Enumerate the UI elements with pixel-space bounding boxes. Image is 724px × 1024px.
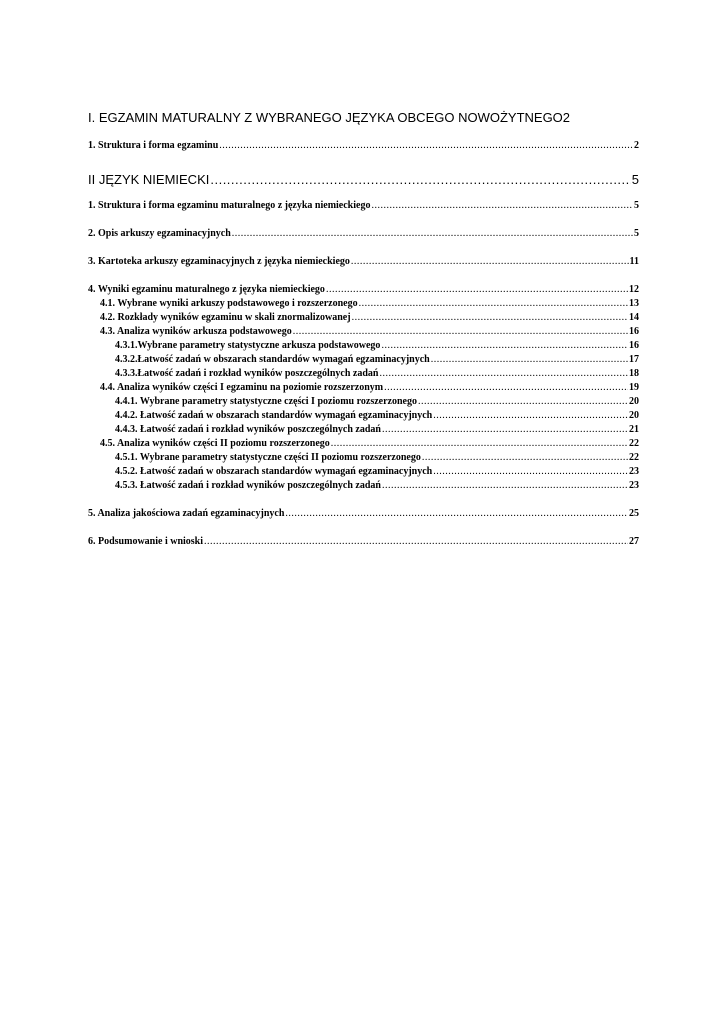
toc-entry[interactable] <box>88 255 639 269</box>
toc-group-part1 <box>88 139 639 153</box>
toc-dot-leader <box>351 255 629 269</box>
toc-entry-page: 27 <box>629 536 639 547</box>
toc-entry-title: 4.2. Rozkłady wyników egzaminu w skali znormalizowanej <box>100 312 351 323</box>
toc-entry-page: 17 <box>629 354 639 365</box>
toc-entry-page: 16 <box>629 340 639 351</box>
toc-group-4 <box>88 283 639 493</box>
toc-dot-leader <box>382 423 628 437</box>
toc-entry[interactable] <box>88 297 639 311</box>
toc-entry-page: 23 <box>629 480 639 491</box>
toc-entry-page: 22 <box>629 452 639 463</box>
toc-group-1 <box>88 199 639 213</box>
toc-entry[interactable] <box>88 535 639 549</box>
toc-entry-title: 3. Kartoteka arkuszy egzaminacyjnych z języka niemieckiego <box>88 256 350 267</box>
toc-dot-leader <box>418 395 628 409</box>
toc-entry-page: 18 <box>629 368 639 379</box>
toc-entry[interactable] <box>88 381 639 395</box>
toc-part-1-title: I. EGZAMIN MATURALNY Z WYBRANEGO JĘZYKA OBCEGO NOWOŻYTNEGO <box>88 110 563 125</box>
toc-entry-page: 21 <box>629 424 639 435</box>
toc-dot-leader <box>326 283 628 297</box>
toc-entry-title: 1. Struktura i forma egzaminu <box>88 140 219 151</box>
toc-dot-leader <box>219 139 633 153</box>
toc-entry-page: 11 <box>629 256 639 267</box>
toc-entry-title: 6. Podsumowanie i wnioski <box>88 536 204 547</box>
toc-dot-leader <box>379 367 628 381</box>
toc-entry-page: 25 <box>629 508 639 519</box>
toc-dot-leader <box>384 381 628 395</box>
toc-entry[interactable] <box>88 409 639 423</box>
toc-entry-title: 1. Struktura i forma egzaminu maturalnego z języka niemieckiego <box>88 200 371 211</box>
toc-entry-page: 14 <box>629 312 639 323</box>
toc-dot-leader <box>359 297 628 311</box>
toc-dot-leader <box>422 451 628 465</box>
toc-dot-leader <box>433 465 628 479</box>
toc-entry-title: 4.4.1. Wybrane parametry statystyczne części I poziomu rozszerzonego <box>115 396 417 407</box>
toc-dot-leader <box>381 339 628 353</box>
toc-part-2[interactable] <box>88 171 639 188</box>
toc-entry-page: 20 <box>629 396 639 407</box>
toc-dot-leader <box>352 311 628 325</box>
toc-entry-page: 2 <box>634 140 639 151</box>
toc-entry[interactable] <box>88 367 639 381</box>
toc-entry[interactable] <box>88 283 639 297</box>
toc-entry[interactable] <box>88 353 639 367</box>
toc-entry-page: 19 <box>629 382 639 393</box>
toc-entry[interactable] <box>88 451 639 465</box>
toc-entry[interactable] <box>88 437 639 451</box>
toc-dot-leader <box>382 479 628 493</box>
toc-dot-leader <box>431 353 628 367</box>
toc-entry[interactable] <box>88 507 639 521</box>
toc-entry[interactable] <box>88 465 639 479</box>
toc-entry-title: 4.4.2. Łatwość zadań w obszarach standardów wymagań egzaminacyjnych <box>115 410 433 421</box>
toc-entry-title: 4.1. Wybrane wyniki arkuszy podstawowego i rozszerzonego <box>100 298 358 309</box>
toc-group-3 <box>88 255 639 269</box>
toc-entry[interactable] <box>88 423 639 437</box>
toc-dot-leader <box>331 437 628 451</box>
toc-entry[interactable] <box>88 139 639 153</box>
toc-entry-title: 4.5.2. Łatwość zadań w obszarach standardów wymagań egzaminacyjnych <box>115 466 433 477</box>
toc-entry-page: 20 <box>629 410 639 421</box>
toc-entry[interactable] <box>88 311 639 325</box>
toc-dot-leader <box>433 409 628 423</box>
toc-entry-title: 2. Opis arkuszy egzaminacyjnych <box>88 228 231 239</box>
toc-entry[interactable] <box>88 199 639 213</box>
toc-entry-title: 4. Wyniki egzaminu maturalnego z języka niemieckiego <box>88 284 325 295</box>
toc-entry[interactable] <box>88 395 639 409</box>
toc-part-2-title: II JĘZYK NIEMIECKI <box>88 172 210 187</box>
toc-entry[interactable] <box>88 227 639 241</box>
toc-entry-title: 5. Analiza jakościowa zadań egzaminacyjnych <box>88 508 285 519</box>
toc-dot-leader <box>232 227 633 241</box>
toc-group-6 <box>88 535 639 549</box>
toc-entry-title: 4.4. Analiza wyników części I egzaminu na poziomie rozszerzonym <box>100 382 384 393</box>
toc-group-5 <box>88 507 639 521</box>
toc-entry-title: 4.3.1.Wybrane parametry statystyczne arkusza podstawowego <box>115 340 381 351</box>
toc-entry-page: 13 <box>629 298 639 309</box>
toc-entry-page: 16 <box>629 326 639 337</box>
toc-dot-leader <box>285 507 628 521</box>
toc-dot-leader <box>204 535 628 549</box>
toc-entry-page: 22 <box>629 438 639 449</box>
toc-dot-leader <box>371 199 633 213</box>
toc-dot-leader <box>210 171 630 188</box>
toc-entry-page: 5 <box>634 200 639 211</box>
toc-entry[interactable] <box>88 339 639 353</box>
toc-part-1-page: 2 <box>562 110 571 125</box>
table-of-contents <box>88 109 639 549</box>
toc-part-1[interactable] <box>88 109 639 126</box>
toc-part-2-page: 5 <box>631 172 639 187</box>
toc-entry-title: 4.5. Analiza wyników części II poziomu rozszerzonego <box>100 438 330 449</box>
toc-entry-title: 4.4.3. Łatwość zadań i rozkład wyników poszczególnych zadań <box>115 424 381 435</box>
toc-group-2 <box>88 227 639 241</box>
toc-entry-title: 4.3. Analiza wyników arkusza podstawowego <box>100 326 292 337</box>
toc-entry-page: 12 <box>629 284 639 295</box>
toc-entry-page: 5 <box>634 228 639 239</box>
toc-entry-page: 23 <box>629 466 639 477</box>
toc-entry-title: 4.5.1. Wybrane parametry statystyczne części II poziomu rozszerzonego <box>115 452 421 463</box>
toc-entry[interactable] <box>88 479 639 493</box>
toc-entry-title: 4.3.3.Łatwość zadań i rozkład wyników poszczególnych zadań <box>115 368 379 379</box>
toc-dot-leader <box>293 325 628 339</box>
toc-entry-title: 4.5.3. Łatwość zadań i rozkład wyników poszczególnych zadań <box>115 480 381 491</box>
toc-entry[interactable] <box>88 325 639 339</box>
toc-entry-title: 4.3.2.Łatwość zadań w obszarach standardów wymagań egzaminacyjnych <box>115 354 430 365</box>
